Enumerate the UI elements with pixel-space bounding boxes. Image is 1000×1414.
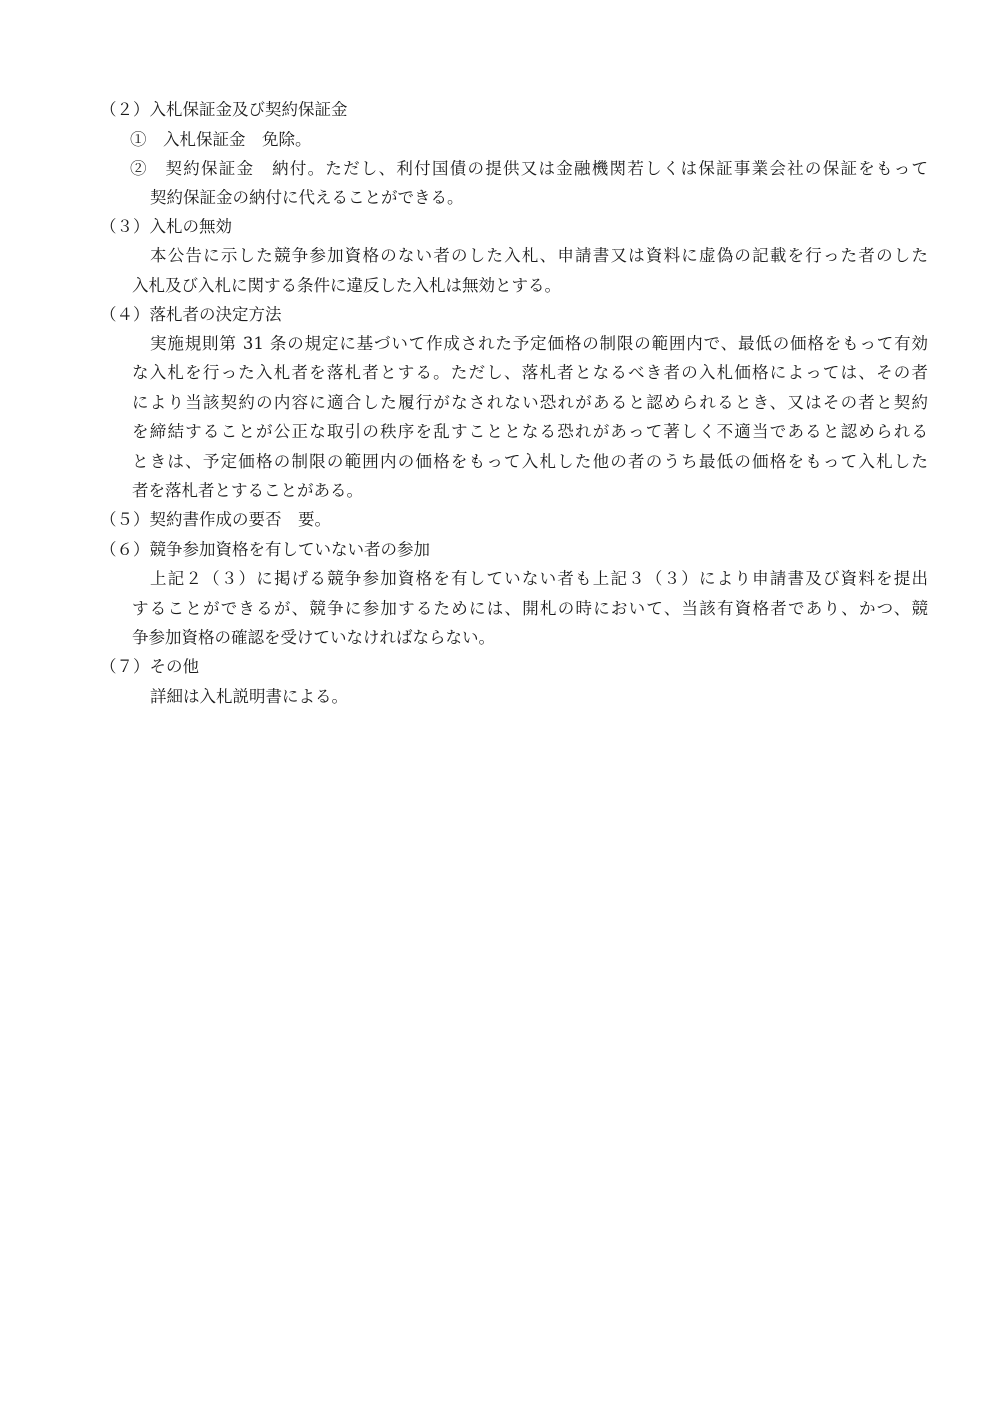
- section-2-heading: （２）入札保証金及び契約保証金: [100, 100, 348, 119]
- section-3-line-2: 入札及び入札に関する条件に違反した入札は無効とする。: [132, 276, 561, 295]
- section-3-heading: （３）入札の無効: [100, 217, 232, 236]
- section-4-line-1: 実施規則第 31 条の規定に基づいて作成された予定価格の制限の範囲内で、最低の価格をもって有効: [150, 334, 928, 353]
- section-4-line-2: な入札を行った入札者を落札者とする。ただし、落札者となるべき者の入札価格によっては、その者: [132, 363, 928, 382]
- section-7-line-1: 詳細は入札説明書による。: [150, 687, 348, 706]
- section-6-heading: （６）競争参加資格を有していない者の参加: [100, 540, 430, 559]
- section-2-item-1: ① 入札保証金 免除。: [130, 130, 312, 149]
- section-5-heading: （５）契約書作成の要否 要。: [100, 510, 331, 529]
- section-2-item-2-line-1: ② 契約保証金 納付。ただし、利付国債の提供又は金融機関若しくは保証事業会社の保証をもって: [130, 159, 928, 178]
- section-4-heading: （４）落札者の決定方法: [100, 305, 282, 324]
- section-4-line-5: ときは、予定価格の制限の範囲内の価格をもって入札した他の者のうち最低の価格をもって入札した: [132, 452, 928, 471]
- section-6-line-3: 争参加資格の確認を受けていなければならない。: [132, 628, 495, 647]
- section-7-heading: （７）その他: [100, 657, 199, 676]
- section-6-line-2: することができるが、競争に参加するためには、開札の時において、当該有資格者であり、かつ、競: [132, 599, 928, 618]
- section-3-line-1: 本公告に示した競争参加資格のない者のした入札、申請書又は資料に虚偽の記載を行った者のした: [150, 246, 928, 265]
- section-4-line-6: 者を落札者とすることがある。: [132, 481, 363, 500]
- section-4-line-4: を締結することが公正な取引の秩序を乱すこととなる恐れがあって著しく不適当であると認められる: [132, 422, 928, 441]
- section-6-line-1: 上記２（３）に掲げる競争参加資格を有していない者も上記３（３）により申請書及び資料を提出: [150, 569, 928, 588]
- section-4-line-3: により当該契約の内容に適合した履行がなされない恐れがあると認められるとき、又はその者と契約: [132, 393, 928, 412]
- section-2-item-2-line-2: 契約保証金の納付に代えることができる。: [150, 188, 464, 207]
